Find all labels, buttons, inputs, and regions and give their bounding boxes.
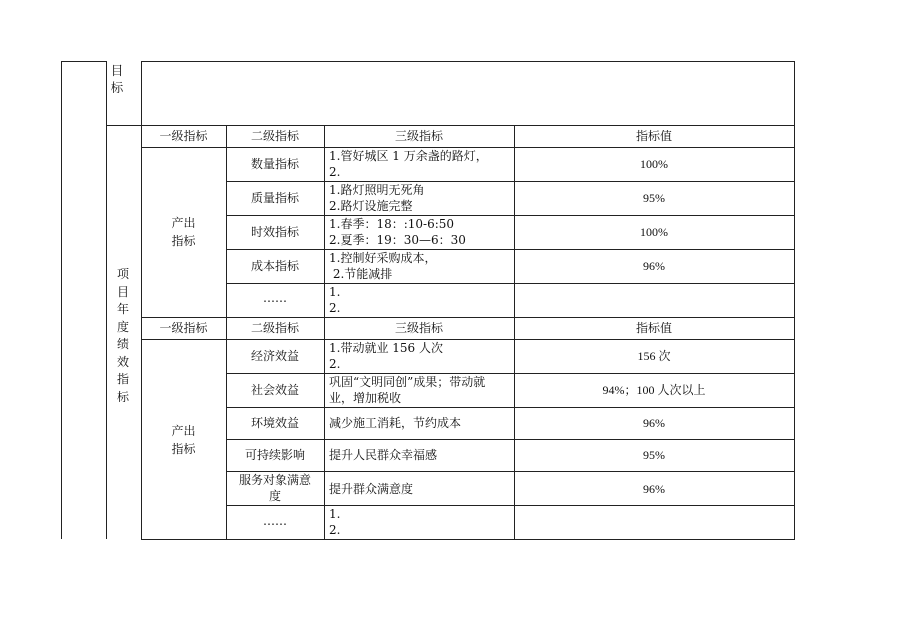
value-cell: 96% — [643, 416, 665, 430]
grid-line — [226, 439, 795, 440]
level3-line: 1. — [329, 507, 341, 521]
header-level1: 一级指标 — [159, 321, 208, 335]
level3-line: 2. — [329, 301, 341, 315]
level2-cell: 质量指标 — [250, 191, 299, 205]
level2-cell: 数量指标 — [250, 157, 299, 171]
value-cell: 100% — [640, 225, 668, 239]
grid-line — [141, 317, 795, 318]
header-level3: 三级指标 — [394, 321, 443, 335]
grid-line — [226, 181, 795, 182]
level2-cell: 成本指标 — [250, 259, 299, 273]
level3-line: 巩固“文明同创”成果；带动就 — [329, 375, 486, 389]
grid-line — [226, 373, 795, 374]
grid-line — [106, 61, 107, 539]
header-level1: 一级指标 — [159, 129, 208, 143]
level3-line: 提升群众满意度 — [329, 482, 414, 496]
level3-line: 减少施工消耗，节约成本 — [329, 416, 462, 430]
level3-line: 提升人民群众幸福感 — [329, 448, 438, 462]
level2-cell: 经济效益 — [250, 349, 299, 363]
grid-line — [106, 125, 795, 126]
level3-line: 1. — [329, 285, 341, 299]
grid-line — [226, 505, 795, 506]
header-value: 指标值 — [635, 321, 672, 335]
level3-line: 1.春季：18：:10-6:50 — [329, 217, 455, 231]
level3-line: 1.管好城区 1 万余盏的路灯， — [329, 149, 488, 163]
grid-line — [141, 61, 795, 62]
grid-line — [226, 249, 795, 250]
grid-line — [61, 61, 62, 539]
level2-cell: …… — [263, 291, 287, 305]
value-cell: 94%；100 人次以上 — [602, 383, 706, 397]
value-cell: 95% — [643, 448, 665, 462]
level3-line: 2. — [329, 357, 341, 371]
header-value: 指标值 — [635, 129, 672, 143]
grid-line — [226, 283, 795, 284]
level2-cell: 环境效益 — [250, 416, 299, 430]
value-cell: 156 次 — [637, 349, 671, 363]
level2-cell: 服务对象满意度 — [238, 473, 311, 503]
header-level3: 三级指标 — [394, 129, 443, 143]
level3-line: 业，增加税收 — [329, 391, 402, 405]
value-cell: 96% — [643, 482, 665, 496]
level2-cell: 可持续影响 — [244, 448, 305, 462]
grid-line — [226, 407, 795, 408]
grid-line — [141, 61, 142, 126]
grid-line — [141, 339, 795, 340]
goal-label: 目标 — [110, 63, 124, 95]
level3-line: 2. — [329, 165, 341, 179]
level2-cell: 时效指标 — [250, 225, 299, 239]
grid-line — [794, 61, 795, 539]
level3-line: 2.节能减排 — [329, 267, 393, 281]
header-level2: 二级指标 — [250, 129, 299, 143]
level3-line: 2.路灯设施完整 — [329, 199, 413, 213]
level1-label: 产出指标 — [171, 216, 196, 248]
level2-cell: …… — [263, 514, 287, 528]
level1-label: 产出指标 — [171, 424, 196, 456]
level3-line: 2.夏季：19：30—6：30 — [329, 233, 466, 247]
level2-cell: 社会效益 — [250, 383, 299, 397]
level3-line: 1.控制好采购成本， — [329, 251, 437, 265]
grid-line — [226, 215, 795, 216]
value-cell: 96% — [643, 259, 665, 273]
indicators-side-label: 项目年度绩效指标 — [116, 267, 129, 404]
value-cell: 95% — [643, 191, 665, 205]
header-level2: 二级指标 — [250, 321, 299, 335]
level3-line: 1.带动就业 156 人次 — [329, 341, 443, 355]
grid-line — [61, 61, 106, 62]
value-cell: 100% — [640, 157, 668, 171]
level3-line: 1.路灯照明无死角 — [329, 183, 425, 197]
grid-line — [141, 539, 795, 540]
level3-line: 2. — [329, 523, 341, 537]
